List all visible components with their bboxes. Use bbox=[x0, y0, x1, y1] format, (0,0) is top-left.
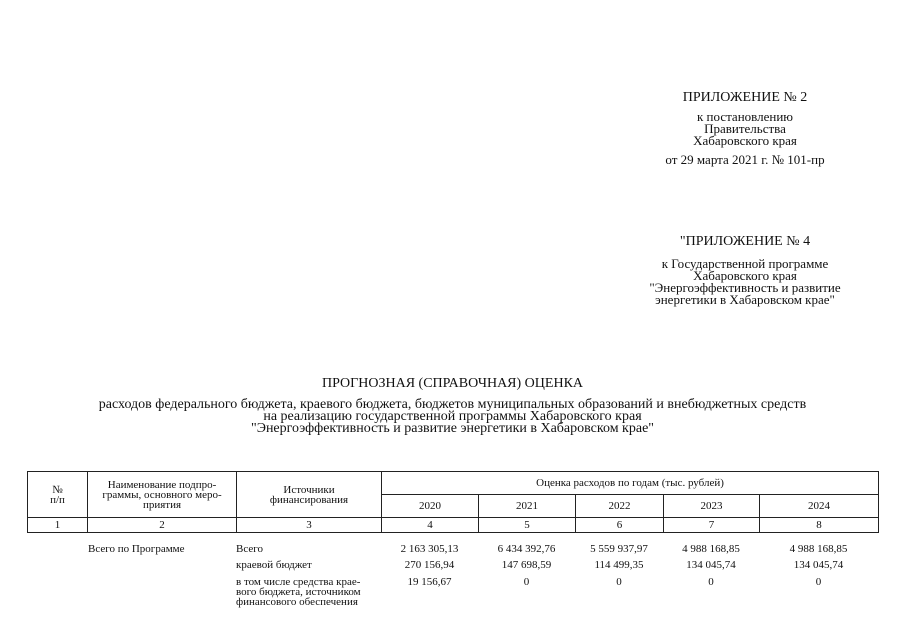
appendix-2-line: Правительства bbox=[704, 121, 786, 136]
column-number: 6 bbox=[576, 518, 664, 533]
value-cell: 6 434 392,76 bbox=[497, 543, 556, 555]
value-cell: 0 bbox=[815, 576, 822, 588]
header-num-line: № bbox=[52, 483, 63, 496]
appendix-4-line: "Энергоэффективность и развитие bbox=[649, 280, 841, 295]
header-year: 2021 bbox=[479, 495, 576, 518]
source-label: вого бюджета, источником bbox=[236, 586, 361, 598]
value-cell: 134 045,74 bbox=[686, 559, 736, 571]
column-number: 4 bbox=[382, 518, 479, 533]
source-label: краевой бюджет bbox=[236, 559, 312, 571]
document-subtitle-line: "Энергоэффективность и развитие энергетики в Хабаровском крае" bbox=[250, 421, 655, 436]
appendix-4-title: "ПРИЛОЖЕНИЕ № 4 bbox=[679, 234, 811, 249]
header-year: 2024 bbox=[760, 495, 879, 518]
appendix-2-line: к постановлению bbox=[696, 109, 794, 124]
appendix-4-line: энергетики в Хабаровском крае" bbox=[655, 292, 835, 307]
column-number: 2 bbox=[88, 518, 237, 533]
column-number: 1 bbox=[28, 518, 88, 533]
value-cell: 0 bbox=[708, 576, 714, 588]
column-number: 8 bbox=[760, 518, 879, 533]
value-cell: 2 163 305,13 bbox=[400, 543, 459, 555]
source-label: Всего bbox=[236, 543, 263, 555]
value-cell: 19 156,67 bbox=[407, 576, 452, 588]
appendix-2-line: Хабаровского края bbox=[693, 133, 797, 148]
header-sources-line: Источники bbox=[283, 483, 335, 496]
header-name bbox=[88, 472, 237, 518]
appendix-4-line: Хабаровского края bbox=[693, 268, 797, 283]
appendix-4-line: к Государственной программе bbox=[661, 256, 829, 271]
value-cell: 0 bbox=[616, 576, 622, 588]
header-name-line: Наименование подпро- bbox=[107, 478, 217, 491]
column-number: 7 bbox=[664, 518, 760, 533]
value-cell: 4 988 168,85 bbox=[789, 543, 848, 555]
value-cell: 4 988 168,85 bbox=[682, 543, 740, 555]
column-number: 3 bbox=[237, 518, 382, 533]
document-subtitle-line: на реализацию государственной программы Хабаровского края bbox=[263, 409, 642, 424]
source-label: финансового обеспечения bbox=[236, 596, 358, 608]
value-cell: 114 499,35 bbox=[594, 559, 644, 571]
value-cell: 147 698,59 bbox=[501, 559, 552, 571]
document-title: ПРОГНОЗНАЯ (СПРАВОЧНАЯ) ОЦЕНКА bbox=[321, 376, 584, 391]
header-sources bbox=[237, 472, 382, 518]
program-total-label: Всего по Программе bbox=[88, 543, 185, 555]
header-num bbox=[28, 472, 88, 518]
value-cell: 134 045,74 bbox=[793, 559, 844, 571]
header-name-line: граммы, основного меро- bbox=[102, 488, 222, 501]
header-num-line: п/п bbox=[50, 493, 65, 506]
appendix-2-title: ПРИЛОЖЕНИЕ № 2 bbox=[682, 90, 808, 105]
value-cell: 5 559 937,97 bbox=[590, 543, 648, 555]
appendix-2-date-line: от 29 марта 2021 г. № 101-пр bbox=[665, 152, 825, 167]
header-year: 2022 bbox=[576, 495, 664, 518]
column-number: 5 bbox=[479, 518, 576, 533]
header-estimate: Оценка расходов по годам (тыс. рублей) bbox=[382, 472, 879, 495]
value-cell: 270 156,94 bbox=[404, 559, 455, 571]
header-year: 2023 bbox=[664, 495, 760, 518]
value-cell: 0 bbox=[523, 576, 530, 588]
header-name-line: приятия bbox=[142, 498, 182, 511]
document-subtitle-line: расходов федерального бюджета, краевого бюджета, бюджетов муниципальных образований и внебюджетных средств bbox=[98, 397, 807, 412]
header-year: 2020 bbox=[382, 495, 479, 518]
source-label: в том числе средства крае- bbox=[236, 576, 361, 588]
header-sources-line: финансирования bbox=[269, 493, 349, 506]
budget-table bbox=[27, 471, 879, 533]
